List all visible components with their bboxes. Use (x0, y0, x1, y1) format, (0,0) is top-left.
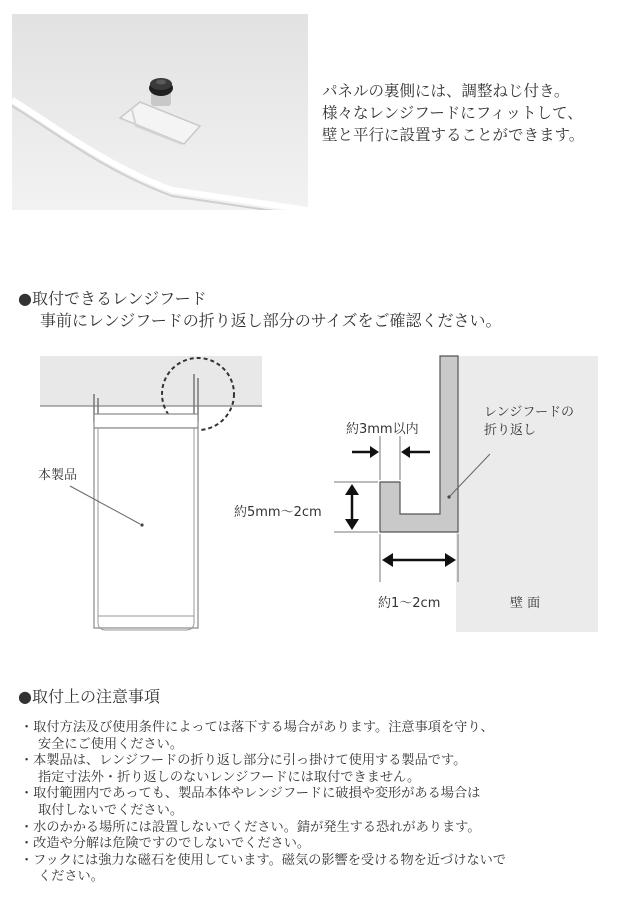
product-label: 本製品 (38, 468, 78, 483)
rangehood-fold-label-1: レンジフードの (484, 405, 574, 420)
caption-line: 壁と平行に設置することができます。 (322, 126, 585, 144)
note-continuation: 指定寸法外・折り返しのないレンジフードには取付できません。 (38, 769, 421, 785)
section-subtitle: 事前にレンジフードの折り返し部分のサイズをご確認ください。 (40, 311, 502, 330)
note-line: ・取付範囲内であっても、製品本体やレンジフードに破損や変形がある場合は (20, 786, 481, 802)
height-dimension-label: 約5mm〜2cm (234, 505, 322, 520)
hood-fold-diagram (330, 354, 600, 634)
product-panel (94, 428, 198, 628)
note-continuation: 安全にご使用ください。 (38, 736, 184, 752)
note-line: ・水のかかる場所には設置しないでください。錆が発生する恐れがあります。 (20, 819, 481, 835)
photo-caption (322, 80, 584, 146)
section-title-precautions: ●取付上の注意事項 (18, 687, 160, 706)
precautions-list (20, 720, 630, 886)
gap-dimension-label: 約3mm以内 (346, 422, 419, 437)
range-hood-shape (40, 356, 262, 406)
note-continuation: 取付しないでください。 (38, 802, 184, 818)
panel-back-illustration (12, 14, 308, 210)
note-line: ・フックには強力な磁石を使用しています。磁気の影響を受ける物を近づけないで (20, 852, 506, 868)
wall-shape (456, 356, 598, 632)
note-line: ・本製品は、レンジフードの折り返し部分に引っ掛けて使用する製品です。 (20, 753, 467, 769)
product-photo (12, 14, 308, 210)
caption-line: 様々なレンジフードにフィットして、 (322, 104, 583, 122)
rangehood-fold-label-2: 折り返し (484, 423, 537, 438)
note-line: ・取付方法及び使用条件によっては落下する場合があります。注意事項を守り、 (20, 720, 494, 735)
depth-dimension-label: 約1〜2cm (378, 596, 441, 611)
wall-label: 壁 面 (510, 596, 541, 611)
product-hanging-diagram (40, 354, 270, 644)
section-title-compatible-hoods: ●取付できるレンジフード (18, 289, 207, 308)
caption-line: パネルの裏側には、調整ねじ付き。 (322, 82, 570, 100)
hood-fold-shape (380, 356, 458, 532)
note-continuation: ください。 (38, 869, 104, 885)
note-line: ・改造や分解は危険ですのでしないでください。 (20, 836, 311, 852)
